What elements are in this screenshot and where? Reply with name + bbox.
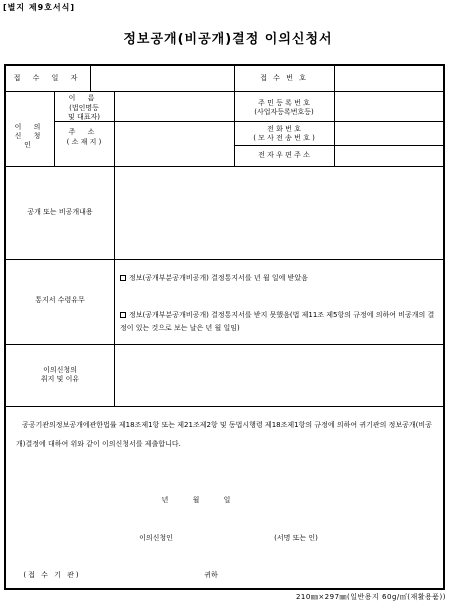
rule-after-applicant [6,166,443,167]
resident-number-label: 주 민 등 록 번 호 (사업자등록번호등) [254,99,314,116]
divider-receipt-label [90,66,91,91]
checkbox-not-received[interactable] [120,312,126,318]
content-label: 공개 또는 비공개내용 [27,208,93,216]
form-code: [별지 제9호서식] [3,3,76,12]
divider-right-label [334,66,335,166]
phone-label: 전 화 번 호 ( 모 사 전 송 번 호 ) [253,125,315,142]
receipt-number-label: 접 수 번 호 [260,74,308,82]
receipt-date-label: 접 수 일 자 [13,74,83,82]
applicant-label: 이 의 신 청 인 [14,123,46,149]
statement-text: 공공기관의정보공개에관한법률 제18조제1항 또는 제21조제2항 및 동법시행령 제18조제1항의 규정에 의하여 귀기관의 정보공개(비공개)결정에 대하여 위와 같이 이의신청서를 제출합니다. [16,421,432,448]
address-label-sub: ( 소 재 지 ) [66,138,102,146]
notice-option-not-received[interactable] [120,296,438,335]
rule-after-notice [6,344,443,345]
address-label: 주 소 [68,128,100,136]
notice-option-received[interactable] [120,265,438,283]
rule-after-phone [234,145,443,146]
signature-hint: (서명 또는 인) [274,534,318,542]
objection-label: 이의신청의 취지 및 이유 [40,366,80,383]
rule-after-content [6,259,443,260]
rule-after-objection [6,406,443,407]
notice-option-not-received-text: 정보(공개부분공개비공개) 결정통지서를 받지 못했음(법 제11조 제5항의 규정에 의하여 비공개의 결정이 있는 것으로 보는 날은 년 월 일임) [120,311,435,332]
email-label: 전 자 우 편 주 소 [258,151,310,159]
notice-label: 통지서 수령유무 [35,296,85,304]
rule-after-receipt [6,91,443,92]
date-line: 년 월 일 [161,496,231,504]
notice-option-received-text: 정보(공개부분공개비공개) 결정통지서를 년 월 일에 받았음 [129,274,308,282]
page-title: 정보공개(비공개)결정 이의신청서 [123,32,333,47]
addressee-suffix: 귀하 [204,571,218,579]
divider-applicant-sub [114,91,115,166]
checkbox-received[interactable] [120,275,126,281]
name-label: 이 름 [68,94,100,102]
receiving-agency-label: (접 수 기 관) [23,571,81,579]
divider-label-column [114,166,115,406]
form-frame [4,64,445,590]
name-label-sub: (법인명등 및 대표자) [67,104,100,121]
paper-size-note: 210㎜×297㎜(일반용지 60g/㎡(재활용품)) [295,593,446,601]
applicant-signature-label: 이의신청인 [139,534,173,542]
